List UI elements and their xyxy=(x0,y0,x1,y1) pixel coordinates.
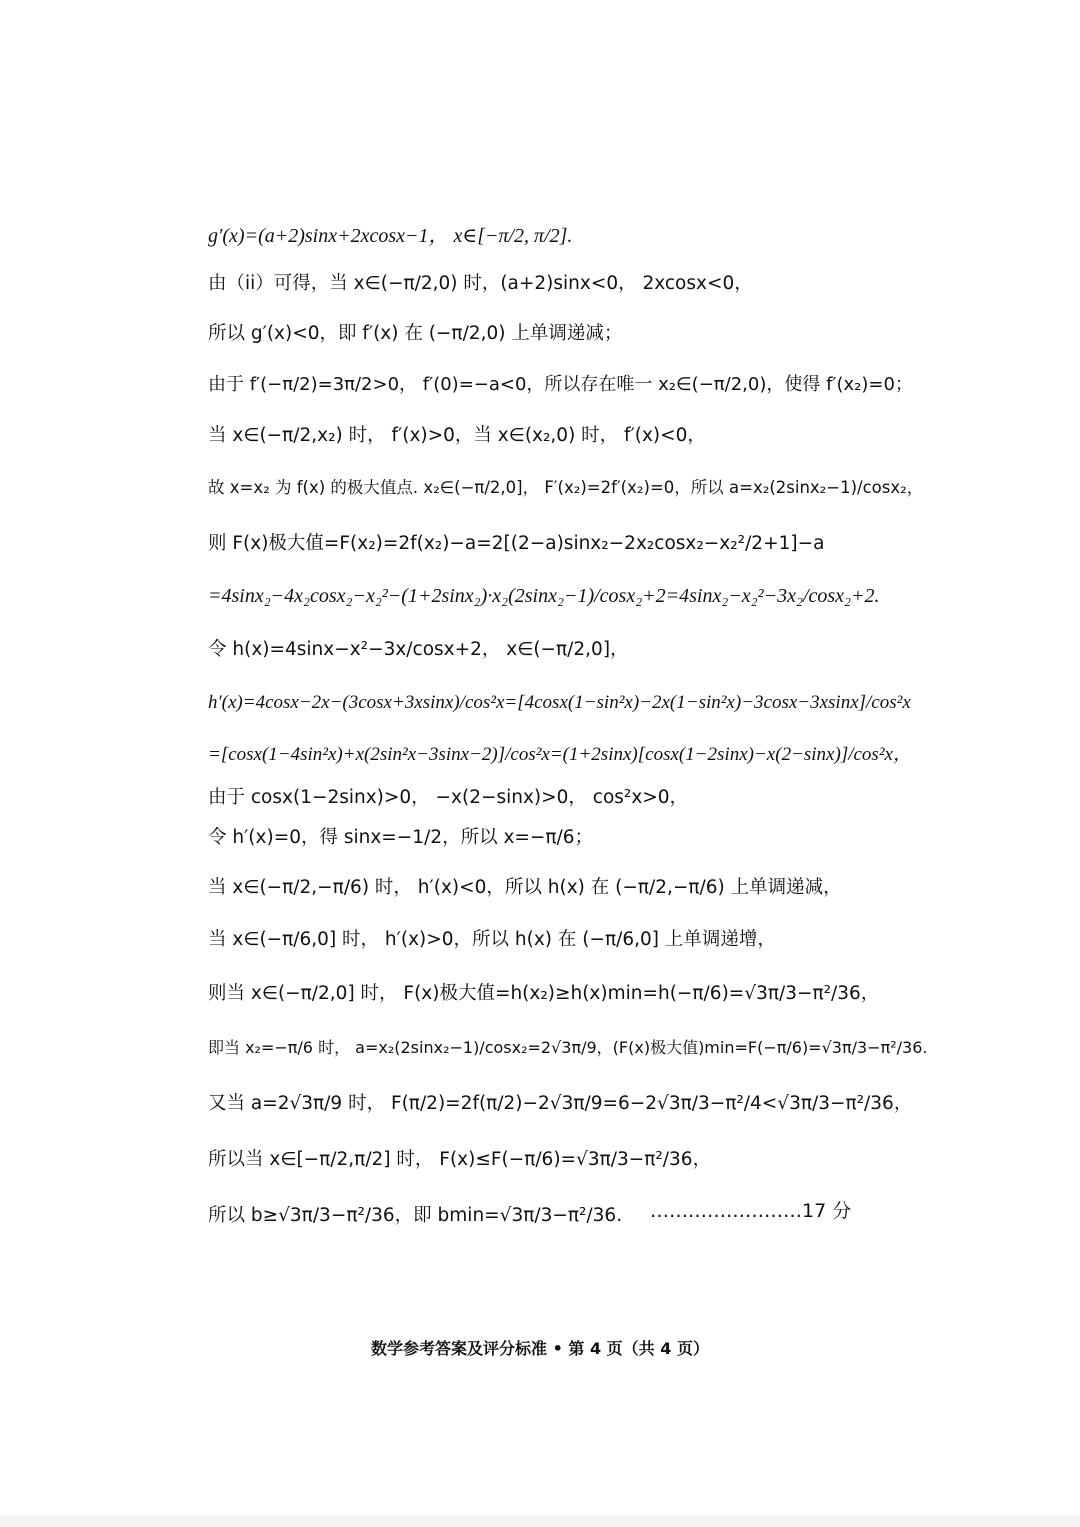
solution-line-17: 即当 x₂=−π/6 时， a=x₂(2sinx₂−1)/cosx₂=2√3π/9，(F(x)极大值)min=F(−π/6)=√3π/3−π²/36. xyxy=(208,1038,928,1057)
solution-line-12: 由于 cosx(1−2sinx)>0， −x(2−sinx)>0， cos²x>0， xyxy=(208,786,689,808)
solution-line-4: 由于 f′(−π/2)=3π/2>0， f′(0)=−a<0，所以存在唯一 x₂∈(−π/2,0)，使得 f′(x₂)=0； xyxy=(208,374,913,395)
solution-line-5: 当 x∈(−π/2,x₂) 时， f′(x)>0，当 x∈(x₂,0) 时， f′(x)<0， xyxy=(208,424,706,446)
solution-line-2: 由（ii）可得，当 x∈(−π/2,0) 时，(a+2)sinx<0， 2xcosx<0， xyxy=(208,272,753,294)
solution-line-11: =[cosx(1−4sin²x)+x(2sin²x−3sinx−2)]/cos²x=(1+2sinx)[cosx(1−2sinx)−x(2−sinx)]/cos²x， xyxy=(208,743,912,765)
solution-line-7: 则 F(x)极大值=F(x₂)=2f(x₂)−a=2[(2−a)sinx₂−2x₂cosx₂−x₂²/2+1]−a xyxy=(208,532,825,554)
solution-line-3: 所以 g′(x)<0，即 f′(x) 在 (−π/2,0) 上单调递减； xyxy=(208,322,623,344)
solution-line-6: 故 x=x₂ 为 f(x) 的极大值点. x₂∈(−π/2,0]， F′(x₂)=2f′(x₂)=0，所以 a=x₂(2sinx₂−1)/cosx₂， xyxy=(208,477,924,497)
page-footer: 数学参考答案及评分标准 • 第 4 页（共 4 页） xyxy=(371,1339,709,1358)
solution-line-9: 令 h(x)=4sinx−x²−3x/cosx+2， x∈(−π/2,0]， xyxy=(208,638,629,660)
solution-line-16: 则当 x∈(−π/2,0] 时， F(x)极大值=h(x₂)≥h(x)min=h(−π/6)=√3π/3−π²/36， xyxy=(208,982,880,1004)
solution-line-1: g′(x)=(a+2)sinx+2xcosx−1， x∈[−π/2, π/2]. xyxy=(208,225,573,247)
solution-line-10: h′(x)=4cosx−2x−(3cosx+3xsinx)/cos²x=[4cosx(1−sin²x)−2x(1−sin²x)−3cosx−3xsinx]/cos²x xyxy=(208,691,911,713)
solution-line-13: 令 h′(x)=0，得 sinx=−1/2，所以 x=−π/6； xyxy=(208,826,594,848)
scan-edge xyxy=(0,1515,1080,1527)
solution-line-20: 所以 b≥√3π/3−π²/36，即 bmin=√3π/3−π²/36. xyxy=(208,1204,623,1226)
solution-line-15: 当 x∈(−π/6,0] 时， h′(x)>0，所以 h(x) 在 (−π/6,0] 上单调递增， xyxy=(208,928,776,950)
solution-line-19: 所以当 x∈[−π/2,π/2] 时， F(x)≤F(−π/6)=√3π/3−π²/36， xyxy=(208,1148,712,1170)
score-marker: ……………………17 分 xyxy=(650,1200,852,1222)
solution-line-18: 又当 a=2√3π/9 时， F(π/2)=2f(π/2)−2√3π/9=6−2√3π/3−π²/4<√3π/3−π²/36， xyxy=(208,1092,913,1114)
solution-line-14: 当 x∈(−π/2,−π/6) 时， h′(x)<0，所以 h(x) 在 (−π/2,−π/6) 上单调递减， xyxy=(208,876,842,898)
solution-line-8: =4sinx₂−4x₂cosx₂−x₂²−(1+2sinx₂)·x₂(2sinx₂−1)/cosx₂+2=4sinx₂−x₂²−3x₂/cosx₂+2. xyxy=(208,585,880,607)
